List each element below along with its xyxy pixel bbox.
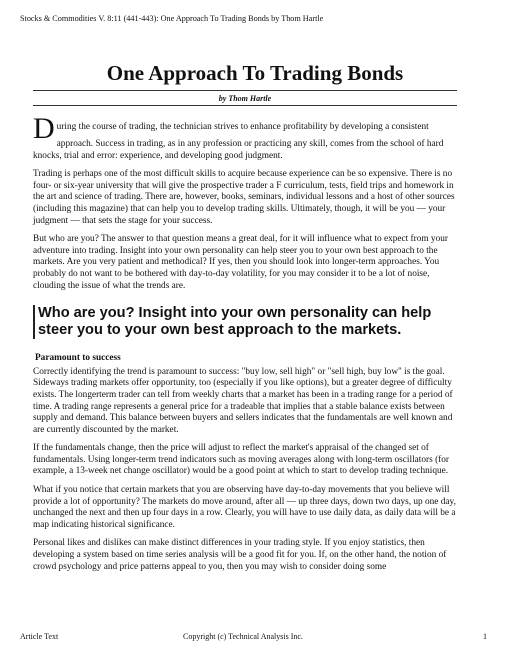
article-title: One Approach To Trading Bonds (106, 61, 404, 85)
footer-copyright: Copyright (c) Technical Analysis Inc. (183, 632, 303, 641)
paragraph: If the fundamentals change, then the price will adjust to reflect the market's appraisal of the changed set of fundamentals. Using longer-term trend indicators such as moving averages along with long-term oscillators (for example, a 13-week net change oscillator) would be a good point at which to start to develop trading technique. (33, 443, 449, 477)
title-rule-bottom (33, 105, 457, 106)
article-body (33, 113, 457, 580)
byline: by Thom Hartle (218, 94, 272, 103)
section-subhead: Paramount to success (35, 353, 121, 364)
paragraph: Personal likes and dislikes can make distinct differences in your trading style. If you enjoy statistics, then developing a system based on time series analysis will be a good fit for you. If, on the other hand, the notion of crowd psychology and price patterns appeal to you, then you may wish to consider doing some (33, 538, 447, 572)
paragraph: Trading is perhaps one of the most difficult skills to acquire because experience can be so expensive. There is no four- or six-year university that will give the prospective trader a F curriculum, tests, field trips and homework in the art and science of trading. There are, however, books, seminars, individual lessons and a host of other sources (including this magazine) that can help you to develop trading skills. Ultimately, though, it will be you — your judgment — that sets the stage for your success. (33, 169, 455, 226)
paragraph: But who are you? The answer to that question means a great deal, for it will influence what to expect from your adventure into trading. Insight into your own personality can help steer you to your own best approach to the markets. Are you very patient and methodical? If yes, then you should look into longer-term approaches. You probably do not want to be bothered with day-to-day volatility, for you may consider it to be a lot of noise, clouding the issue of what the trends are. (33, 234, 448, 291)
first-paragraph-rest: approach. Success in trading, as in any profession or practicing any skill, comes from the school of hard knocks, trial and error: experience, and developing good judgment. (33, 139, 444, 161)
title-rule-top (33, 90, 457, 91)
first-line: uring the course of trading, the technician strives to enhance profitability by developing a consistent (56, 122, 429, 132)
page-number: 1 (483, 632, 487, 641)
first-paragraph (33, 113, 457, 162)
running-header: Stocks & Commodities V. 8:11 (441-443): One Approach To Trading Bonds by Thom Hartle (20, 14, 324, 23)
drop-cap: D (33, 112, 55, 145)
pull-quote: Who are you? Insight into your own personality can help steer you to your own best approach to the markets. (33, 305, 457, 339)
footer-label: Article Text (20, 632, 59, 641)
paragraph: Correctly identifying the trend is paramount to success: "buy low, sell high" or "sell high, buy low" is the goal. Sideways trading markets offer opportunity, too (especially if you like options), but a greater degree of difficulty exists. The longerterm trader can tell from weekly charts that a market has been in a trading range for a period of time. A trading range represents a general price for a tradeable that implies that a stable balance exists between supply and demand. This balance between buyers and sellers indicates that the fundamentals are well known and are currently discounted by the market. (33, 366, 453, 435)
paragraph: What if you notice that certain markets that you are observing have day-to-day movements that you believe will provide a lot of opportunity? The markets do move around, after all — up three days, down two days, up one day, unchanged the next and then up four days in a row. Clearly, you will have to use daily data, as daily data will be a map indicating historical significance. (33, 485, 456, 530)
